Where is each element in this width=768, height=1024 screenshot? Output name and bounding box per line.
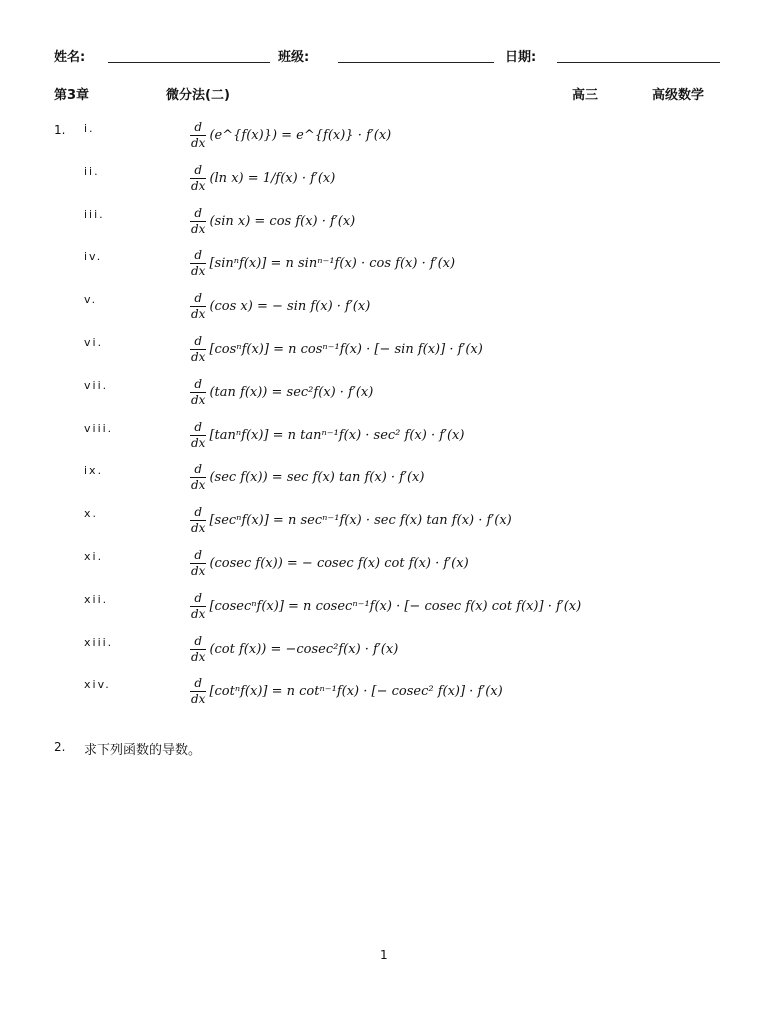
d-dx-operator — [190, 291, 206, 322]
derivative-formula — [190, 420, 464, 451]
d-dx-operator — [190, 377, 206, 408]
item-label: viii. — [84, 421, 114, 435]
item-label: iv. — [84, 250, 103, 264]
d-dx-operator — [190, 248, 206, 279]
formula-body: [cosecⁿf(x)] = n cosecⁿ⁻¹f(x) · [− cosec f(x) cot f(x)] · f′(x) — [209, 598, 582, 614]
d-numerator: d — [194, 205, 203, 220]
grade-label: 高三 — [572, 88, 599, 103]
d-numerator: d — [194, 462, 203, 477]
formula-body: [sinⁿf(x)] = n sinⁿ⁻¹f(x) · cos f(x) · f′(x) — [209, 256, 456, 272]
dx-denominator: dx — [191, 136, 206, 150]
derivative-formula — [190, 591, 581, 622]
date-blank[interactable] — [557, 62, 720, 63]
derivative-formula — [190, 206, 355, 237]
item-label: xiv. — [84, 678, 111, 692]
dx-denominator: dx — [191, 264, 206, 279]
derivative-formula — [190, 291, 370, 322]
item-label: vii. — [84, 378, 109, 392]
d-dx-operator — [190, 420, 206, 451]
question-2-number: 2. — [54, 740, 66, 754]
subject-label: 高级数学 — [652, 88, 705, 103]
derivative-formula — [190, 548, 469, 579]
d-dx-operator — [190, 334, 206, 365]
d-numerator: d — [194, 162, 203, 177]
dx-denominator: dx — [191, 392, 206, 407]
d-dx-operator — [190, 120, 206, 151]
item-label: xii. — [84, 592, 109, 606]
d-dx-operator — [190, 206, 206, 237]
derivative-formula — [190, 505, 512, 536]
d-dx-operator — [190, 505, 206, 536]
formula-body: (tan f(x)) = sec²f(x) · f′(x) — [209, 384, 374, 400]
derivative-formula — [190, 334, 483, 365]
dx-denominator: dx — [191, 478, 206, 493]
d-numerator: d — [194, 291, 203, 306]
dx-denominator: dx — [191, 350, 206, 364]
d-dx-operator — [190, 634, 206, 665]
item-label: xiii. — [84, 635, 114, 649]
d-numerator: d — [194, 376, 203, 391]
derivative-formula — [190, 120, 391, 151]
d-numerator: d — [194, 633, 203, 648]
item-label: iii. — [84, 207, 105, 221]
topic-title: 微分法(二) — [166, 88, 230, 103]
formula-body: (e^{f(x)}) = e^{f(x)} · f′(x) — [209, 128, 392, 143]
question-2-text: 求下列函数的导数。 — [84, 743, 202, 758]
d-numerator: d — [194, 248, 203, 263]
page-number: 1 — [380, 948, 388, 962]
d-numerator: d — [194, 120, 203, 134]
item-label: v. — [84, 293, 98, 307]
item-label: i. — [84, 122, 95, 135]
formula-body: (ln x) = 1/f(x) · f′(x) — [209, 170, 336, 186]
dx-denominator: dx — [191, 178, 206, 193]
formula-body: (cos x) = − sin f(x) · f′(x) — [209, 299, 371, 315]
date-label: 日期: — [505, 50, 537, 65]
formula-body: [tanⁿf(x)] = n tanⁿ⁻¹f(x) · sec² f(x) · f′(x) — [209, 427, 465, 443]
d-dx-operator — [190, 462, 206, 493]
name-label: 姓名: — [54, 50, 86, 65]
formula-body: [cosⁿf(x)] = n cosⁿ⁻¹f(x) · [− sin f(x)] · f′(x) — [209, 342, 483, 357]
item-label: ix. — [84, 464, 104, 478]
dx-denominator: dx — [191, 435, 206, 450]
d-dx-operator — [190, 548, 206, 579]
dx-denominator: dx — [191, 221, 206, 236]
dx-denominator: dx — [191, 564, 206, 578]
d-numerator: d — [194, 548, 203, 562]
dx-denominator: dx — [191, 606, 206, 621]
d-dx-operator — [190, 163, 206, 194]
d-numerator: d — [194, 676, 203, 691]
d-numerator: d — [194, 590, 203, 605]
d-numerator: d — [194, 419, 203, 434]
d-numerator: d — [194, 334, 203, 348]
d-dx-operator — [190, 591, 206, 622]
chapter-label: 第3章 — [54, 88, 90, 103]
class-blank[interactable] — [338, 62, 494, 63]
item-label: ii. — [84, 164, 100, 178]
dx-denominator: dx — [191, 692, 206, 707]
derivative-formula — [190, 248, 455, 279]
derivative-formula — [190, 462, 424, 493]
item-label: vi. — [84, 336, 104, 349]
formula-body: [secⁿf(x)] = n secⁿ⁻¹f(x) · sec f(x) tan f(x) · f′(x) — [209, 513, 512, 529]
formula-body: (cosec f(x)) = − cosec f(x) cot f(x) · f′(x) — [209, 556, 469, 571]
formula-body: (cot f(x)) = −cosec²f(x) · f′(x) — [209, 641, 399, 657]
dx-denominator: dx — [191, 521, 206, 536]
formula-body: [cotⁿf(x)] = n cotⁿ⁻¹f(x) · [− cosec² f(x)] · f′(x) — [209, 684, 503, 700]
item-label: xi. — [84, 550, 104, 563]
dx-denominator: dx — [191, 649, 206, 664]
name-blank[interactable] — [108, 62, 270, 63]
derivative-formula — [190, 634, 398, 665]
d-numerator: d — [194, 505, 203, 520]
derivative-formula — [190, 163, 335, 194]
derivative-formula — [190, 377, 373, 408]
formula-body: (sin x) = cos f(x) · f′(x) — [209, 213, 356, 229]
d-dx-operator — [190, 676, 206, 707]
derivative-formula — [190, 676, 503, 707]
question-1-number: 1. — [54, 123, 66, 137]
dx-denominator: dx — [191, 307, 206, 322]
formula-body: (sec f(x)) = sec f(x) tan f(x) · f′(x) — [209, 470, 425, 486]
item-label: x. — [84, 507, 99, 521]
class-label: 班级: — [278, 50, 310, 65]
